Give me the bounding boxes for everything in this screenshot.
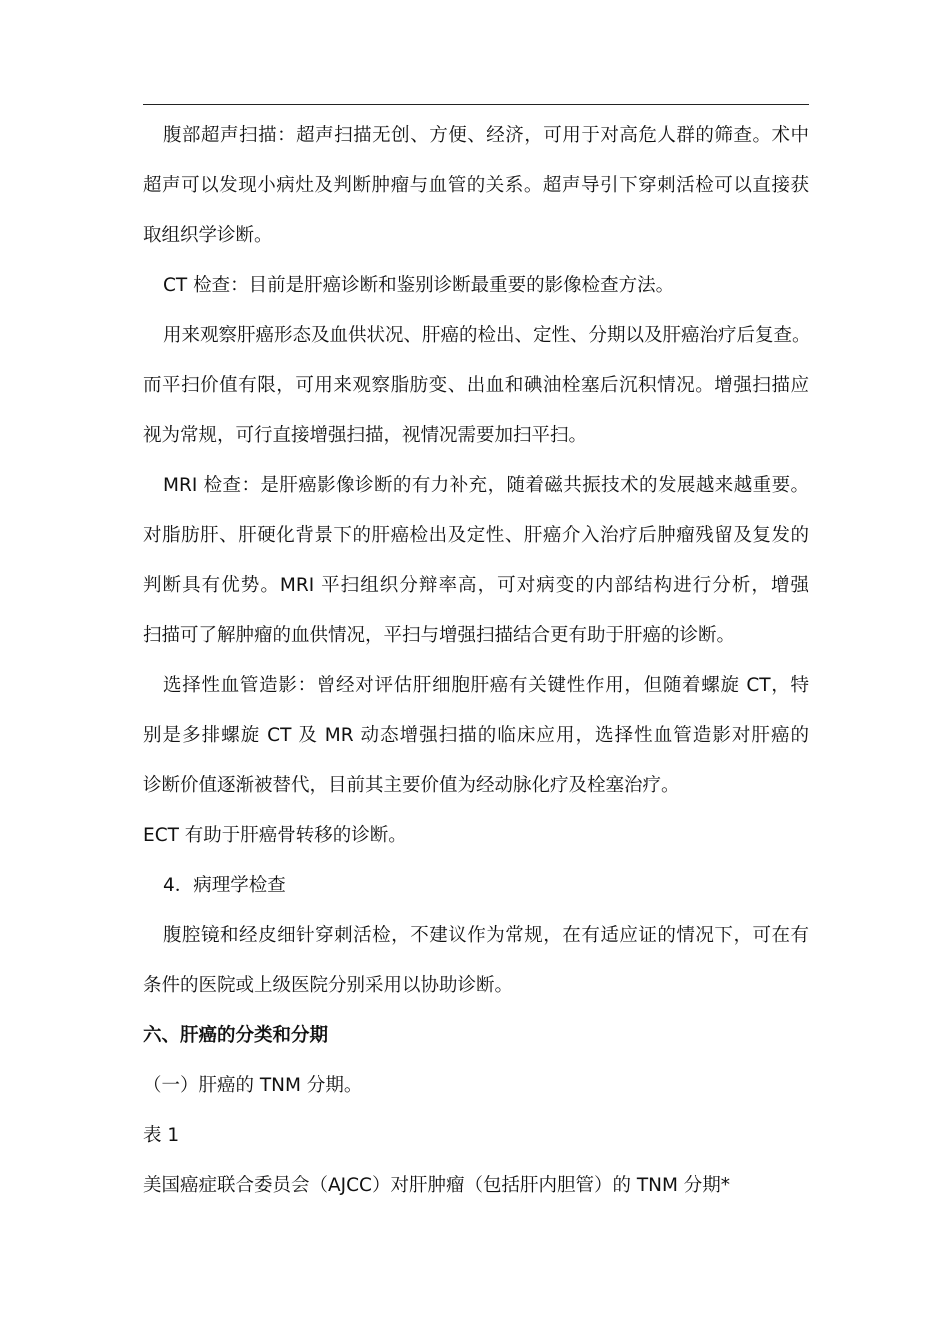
paragraph-line: 超声可以发现小病灶及判断肿瘤与血管的关系。超声导引下穿刺活检可以直接获 — [143, 175, 809, 196]
paragraph-line: 对脂肪肝、肝硬化背景下的肝癌检出及定性、肝癌介入治疗后肿瘤残留及复发的 — [143, 525, 809, 546]
paragraph-line: 视为常规，可行直接增强扫描，视情况需要加扫平扫。 — [143, 425, 588, 446]
paragraph-line: 腹部超声扫描：超声扫描无创、方便、经济，可用于对高危人群的筛查。术中 — [163, 125, 809, 146]
paragraph-line: ECT 有助于肝癌骨转移的诊断。 — [143, 825, 407, 846]
paragraph-line: CT 检查：目前是肝癌诊断和鉴别诊断最重要的影像检查方法。 — [163, 275, 675, 296]
chapter-heading: 六、肝癌的分类和分期 — [143, 1025, 329, 1046]
paragraph-line: 诊断价值逐渐被替代，目前其主要价值为经动脉化疗及栓塞治疗。 — [143, 775, 680, 796]
paragraph-line: 用来观察肝癌形态及血供状况、肝癌的检出、定性、分期以及肝癌治疗后复查。 — [163, 325, 811, 346]
paragraph-line: 扫描可了解肿瘤的血供情况，平扫与增强扫描结合更有助于肝癌的诊断。 — [143, 625, 736, 646]
paragraph-line: 条件的医院或上级医院分别采用以协助诊断。 — [143, 975, 514, 996]
paragraph-line: 而平扫价值有限，可用来观察脂肪变、出血和碘油栓塞后沉积情况。增强扫描应 — [143, 375, 809, 396]
paragraph-line: MRI 检查：是肝癌影像诊断的有力补充，随着磁共振技术的发展越来越重要。 — [163, 475, 809, 496]
paragraph-line: 腹腔镜和经皮细针穿刺活检，不建议作为常规，在有适应证的情况下，可在有 — [163, 925, 809, 946]
header-rule — [143, 104, 809, 105]
section-heading: 4．病理学检查 — [163, 875, 286, 896]
paragraph-line: 取组织学诊断。 — [143, 225, 273, 246]
paragraph-line: 别是多排螺旋 CT 及 MR 动态增强扫描的临床应用，选择性血管造影对肝癌的 — [143, 725, 809, 746]
paragraph-line: 判断具有优势。MRI 平扫组织分辩率高，可对病变的内部结构进行分析，增强 — [143, 575, 809, 596]
table-caption: 美国癌症联合委员会（AJCC）对肝肿瘤（包括肝内胆管）的 TNM 分期* — [143, 1175, 731, 1196]
paragraph-line: 选择性血管造影：曾经对评估肝细胞肝癌有关键性作用，但随着螺旋 CT，特 — [163, 675, 809, 696]
table-label: 表 1 — [143, 1125, 180, 1146]
subsection-heading: （一）肝癌的 TNM 分期。 — [143, 1075, 363, 1096]
